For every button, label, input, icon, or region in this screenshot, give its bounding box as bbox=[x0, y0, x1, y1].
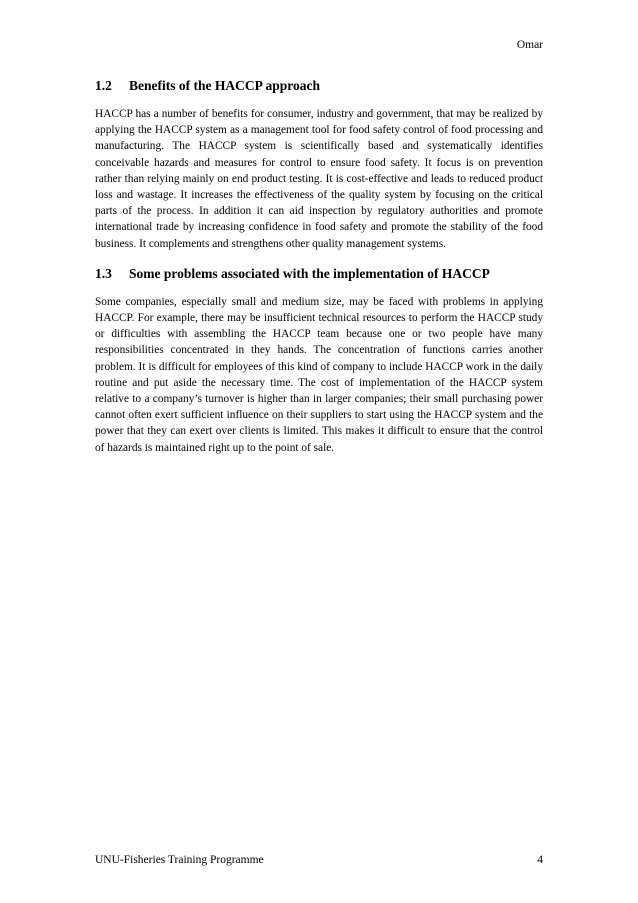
section-title: Some problems associated with the implementation of HACCP bbox=[129, 265, 490, 281]
footer-programme-name: UNU-Fisheries Training Programme bbox=[95, 854, 264, 866]
section-heading-benefits bbox=[95, 77, 543, 95]
page-content bbox=[95, 77, 543, 469]
page-number: 4 bbox=[537, 854, 543, 866]
section-paragraph-benefits: HACCP has a number of benefits for consumer, industry and government, that may be realized by applying the HACCP system as a management tool for food safety control of food processing and manufacturing. The HACCP system is scientifically based and systematically identifies conceivable hazards and measures for control to ensure food safety. It focus is on prevention rather than relying mainly on end product testing. It is cost-effective and leads to reduced product loss and wastage. It increases the effectiveness of the quality system by focusing on the critical parts of the process. In addition it can aid inspection by regulatory authorities and promote international trade by increasing confidence in food safety and promote the stability of the food business. It complements and strengthens other quality management systems. bbox=[95, 108, 543, 250]
section-paragraph-problems: Some companies, especially small and medium size, may be faced with problems in applying HACCP. For example, there may be insufficient technical resources to perform the HACCP study or difficulties with assembling the HACCP team because one or two people have many responsibilities concentrated in they hands. The concentration of functions carries another problem. It is difficult for employees of this kind of company to include HACCP work in the daily routine and put aside the necessary time. The cost of implementation of the HACCP system relative to a company’s turnover is higher than in larger companies; their small purchasing power cannot often exert sufficient influence on their suppliers to start using the HACCP system and the power that they can exert over clients is limited. This makes it difficult to ensure that the control of hazards is maintained right up to the point of sale. bbox=[95, 295, 543, 454]
section-heading-problems bbox=[95, 265, 543, 283]
section-title: Benefits of the HACCP approach bbox=[129, 78, 320, 93]
running-header-author: Omar bbox=[516, 39, 543, 51]
section-number: 1.2 bbox=[95, 78, 112, 93]
section-number: 1.3 bbox=[95, 265, 112, 281]
running-footer bbox=[95, 853, 543, 867]
